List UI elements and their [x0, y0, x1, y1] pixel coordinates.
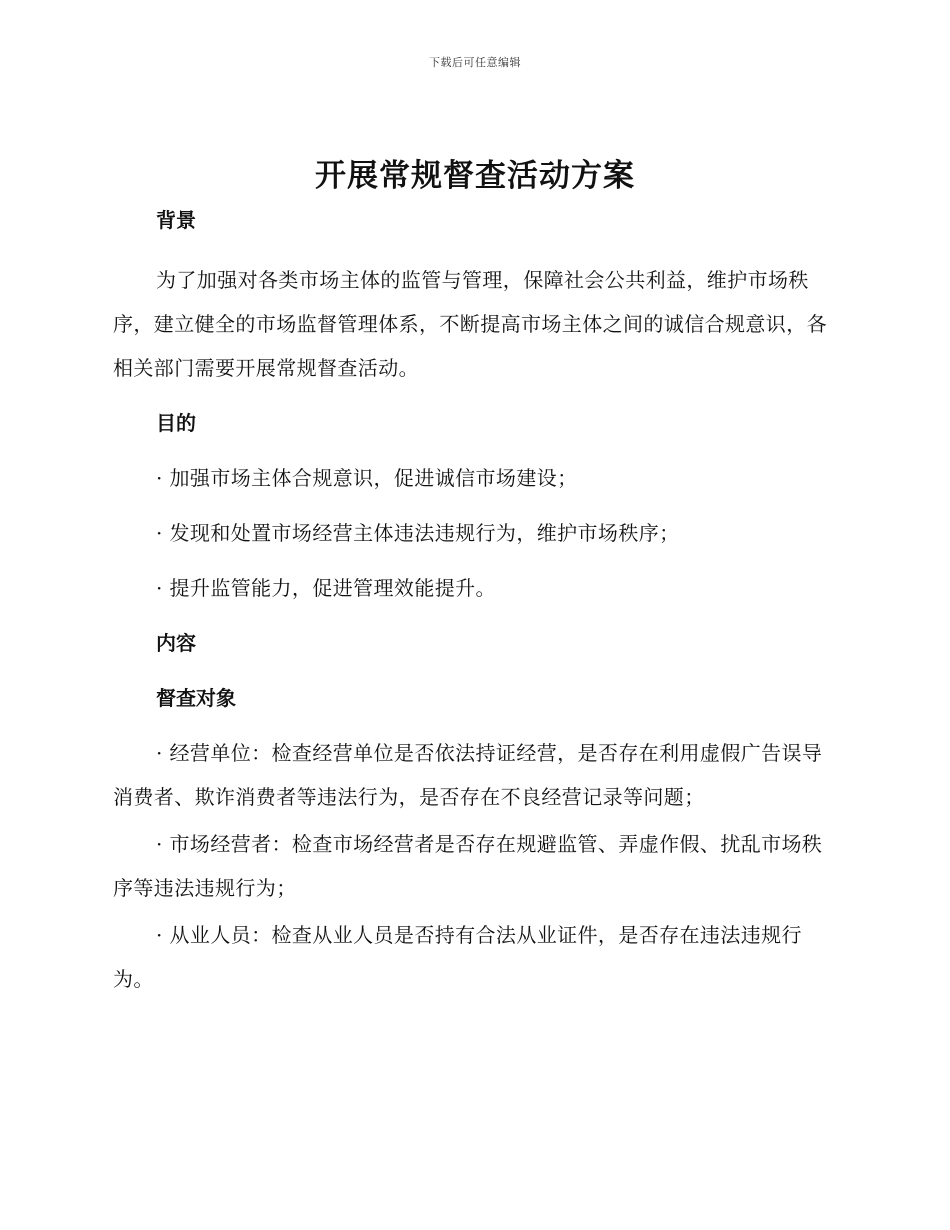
document-body: [113, 205, 833, 1001]
background-heading: 背景: [156, 208, 196, 232]
purpose-item: · 提升监管能力，促进管理效能提升。: [156, 576, 496, 600]
header-note: 下载后可任意编辑: [429, 56, 521, 69]
content-heading: 内容: [156, 631, 196, 655]
background-paragraph: 为了加强对各类市场主体的监管与管理，保障社会公共利益，维护市场秩序，建立健全的市场监督管理体系，不断提高市场主体之间的诚信合规意识，各相关部门需要开展常规督查活动。: [113, 268, 827, 380]
document-title: 开展常规督查活动方案: [315, 158, 635, 194]
purpose-item: · 加强市场主体合规意识，促进诚信市场建设；: [156, 466, 578, 490]
target-item: · 从业人员：检查从业人员是否持有合法从业证件，是否存在违法违规行为。: [113, 923, 802, 991]
targets-heading: 督查对象: [156, 686, 236, 710]
purpose-item: · 发现和处置市场经营主体违法违规行为，维护市场秩序；: [156, 521, 680, 545]
target-item: · 市场经营者：检查市场经营者是否存在规避监管、弄虚作假、扰乱市场秩序等违法违规行为；: [113, 832, 823, 900]
purpose-heading: 目的: [156, 411, 196, 435]
target-item: · 经营单位：检查经营单位是否依法持证经营，是否存在利用虚假广告误导消费者、欺诈消费者等违法行为，是否存在不良经营记录等问题；: [113, 741, 823, 809]
